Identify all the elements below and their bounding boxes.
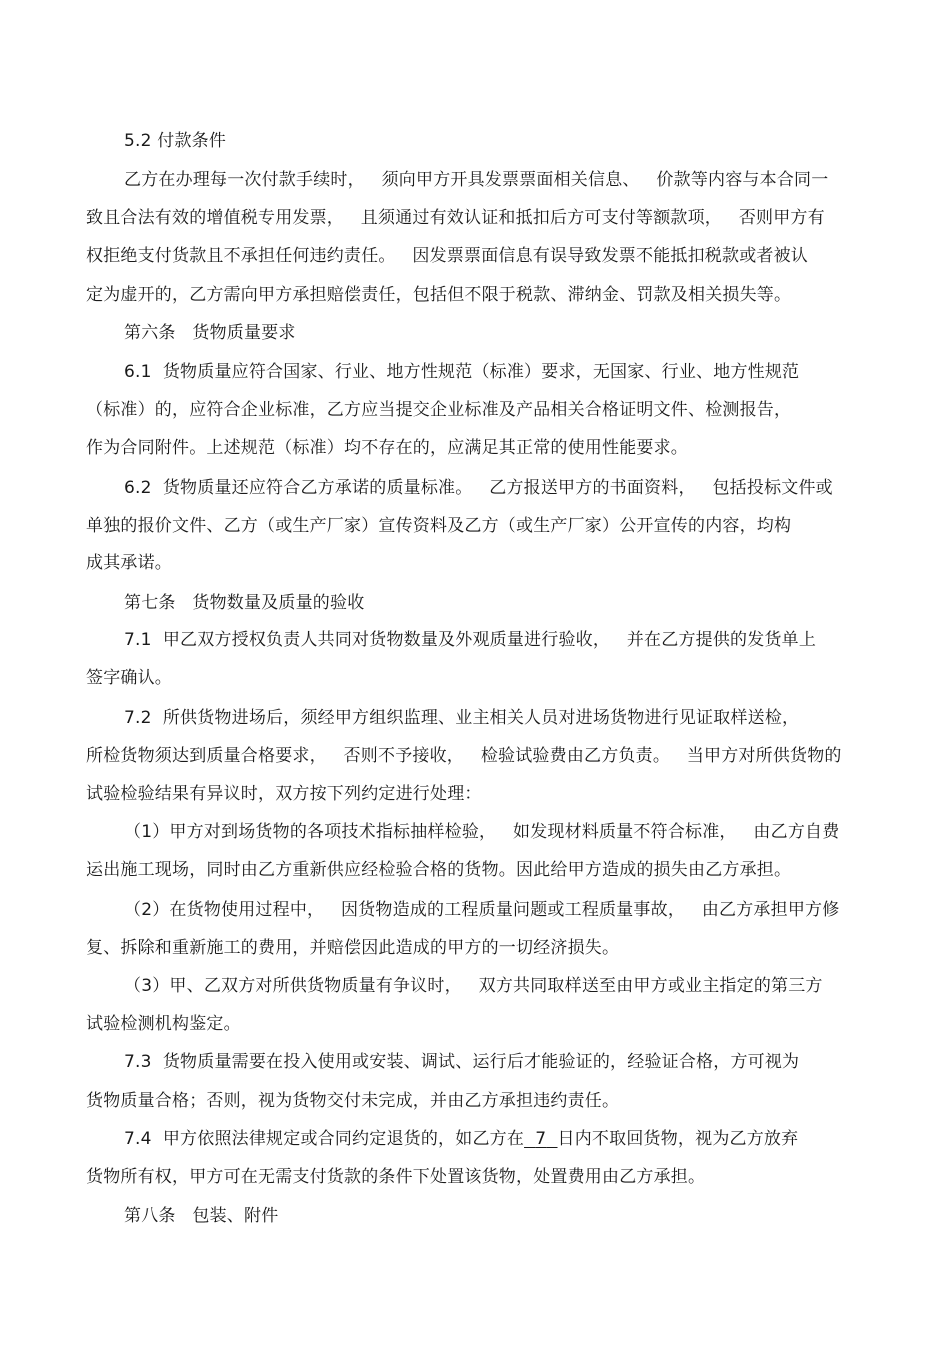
clause-7-4-start: 7.4 甲方依照法律规定或合同约定退货的，如乙方在 bbox=[124, 1129, 525, 1149]
paragraph-line: 货物所有权，甲方可在无需支付货款的条件下处置该货物，处置费用由乙方承担。 bbox=[86, 1167, 706, 1187]
paragraph-line: 7.2 所供货物进场后，须经甲方组织监理、业主相关人员对进场货物进行见证取样送检， bbox=[124, 708, 800, 728]
paragraph-line: 权拒绝支付货款且不承担任何违约责任。 因发票票面信息有误导致发票不能抵扣税款或者被认 bbox=[86, 246, 809, 266]
paragraph-line: 单独的报价文件、乙方（或生产厂家）宣传资料及乙方（或生产厂家）公开宣传的内容，均构 bbox=[86, 516, 792, 536]
paragraph-line: 乙方在办理每一次付款手续时， 须向甲方开具发票票面相关信息、 价款等内容与本合同一 bbox=[124, 170, 829, 190]
paragraph-line: 试验检测机构鉴定。 bbox=[86, 1014, 241, 1034]
paragraph-line: （3）甲、乙双方对所供货物质量有争议时， 双方共同取样送至由甲方或业主指定的第三方 bbox=[124, 976, 823, 996]
return-days-blank bbox=[524, 1129, 557, 1149]
paragraph-line: 运出施工现场，同时由乙方重新供应经检验合格的货物。因此给甲方造成的损失由乙方承担。 bbox=[86, 860, 792, 880]
article-heading-6: 第六条 货物质量要求 bbox=[124, 323, 296, 343]
paragraph-line: 成其承诺。 bbox=[86, 553, 172, 573]
paragraph-line: 致且合法有效的增值税专用发票， 且须通过有效认证和抵扣后方可支付等额款项， 否则甲方有 bbox=[86, 208, 825, 228]
paragraph-line: （2）在货物使用过程中， 因货物造成的工程质量问题或工程质量事故， 由乙方承担甲方修 bbox=[124, 900, 840, 920]
clause-7-4-end: 日内不取回货物，视为乙方放弃 bbox=[557, 1129, 799, 1149]
article-heading-8: 第八条 包装、附件 bbox=[124, 1206, 279, 1226]
paragraph-line: 复、拆除和重新施工的费用，并赔偿因此造成的甲方的一切经济损失。 bbox=[86, 938, 620, 958]
section-heading-5-2: 5.2 付款条件 bbox=[124, 131, 227, 151]
paragraph-line: 货物质量合格；否则，视为货物交付未完成，并由乙方承担违约责任。 bbox=[86, 1091, 620, 1111]
paragraph-line: 7.1 甲乙双方授权负责人共同对货物数量及外观质量进行验收， 并在乙方提供的发货单上 bbox=[124, 630, 817, 650]
paragraph-line: 作为合同附件。上述规范（标准）均不存在的，应满足其正常的使用性能要求。 bbox=[86, 438, 688, 458]
paragraph-line: 签字确认。 bbox=[86, 668, 172, 688]
paragraph-line: 定为虚开的，乙方需向甲方承担赔偿责任，包括但不限于税款、滞纳金、罚款及相关损失等。 bbox=[86, 285, 792, 305]
paragraph-line: 6.2 货物质量还应符合乙方承诺的质量标准。 乙方报送甲方的书面资料， 包括投标文件或 bbox=[124, 478, 833, 498]
paragraph-line: 试验检验结果有异议时，双方按下列约定进行处理： bbox=[86, 784, 482, 804]
paragraph-line: 6.1 货物质量应符合国家、行业、地方性规范（标准）要求，无国家、行业、地方性规范 bbox=[124, 362, 800, 382]
paragraph-line-7-4 bbox=[124, 1128, 798, 1150]
paragraph-line: （标准）的，应符合企业标准，乙方应当提交企业标准及产品相关合格证明文件、检测报告， bbox=[86, 400, 792, 420]
return-days-value: 7 bbox=[535, 1129, 547, 1149]
article-heading-7: 第七条 货物数量及质量的验收 bbox=[124, 593, 365, 613]
paragraph-line: 所检货物须达到质量合格要求， 否则不予接收， 检验试验费由乙方负责。 当甲方对所供货物的 bbox=[86, 746, 842, 766]
paragraph-line: 7.3 货物质量需要在投入使用或安装、调试、运行后才能验证的，经验证合格，方可视为 bbox=[124, 1052, 800, 1072]
paragraph-line: （1）甲方对到场货物的各项技术指标抽样检验， 如发现材料质量不符合标准， 由乙方自费 bbox=[124, 822, 840, 842]
